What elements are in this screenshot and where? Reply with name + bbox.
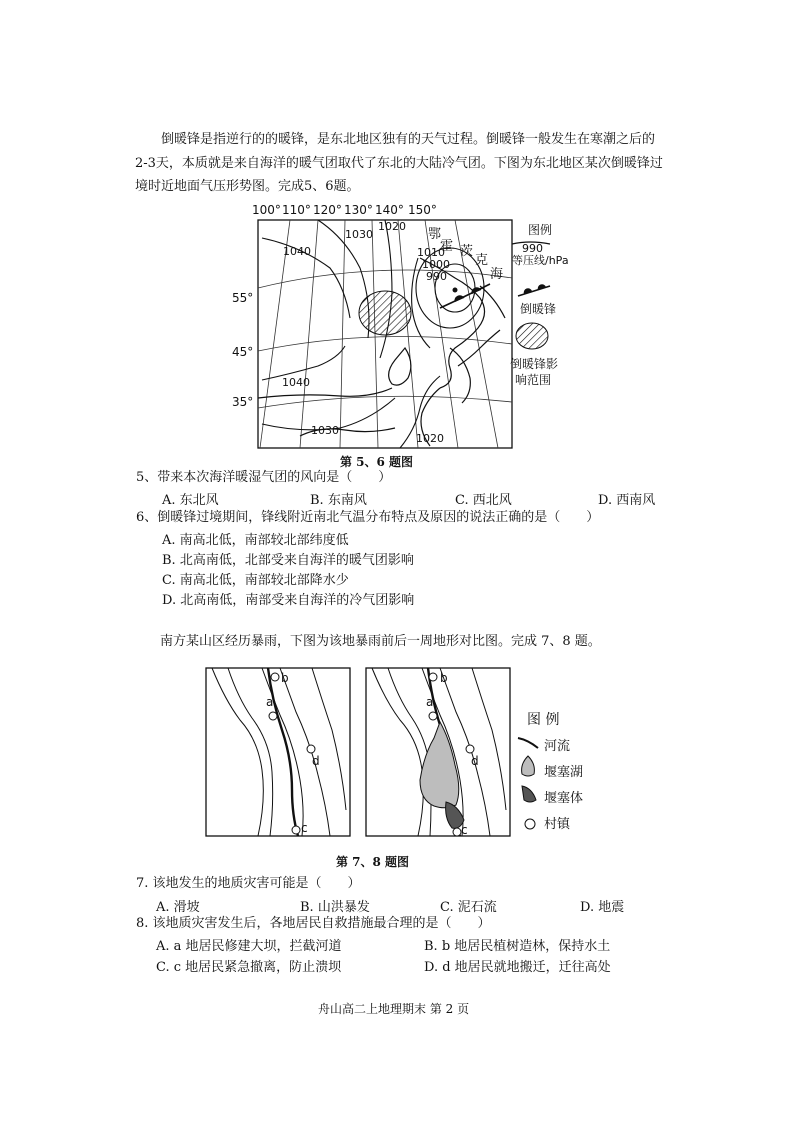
lat-label: 35° [232, 395, 254, 409]
legend-front-label: 倒暖锋 [520, 302, 557, 316]
before-panel [206, 668, 350, 836]
lon-label: 130° [344, 203, 373, 217]
legend-title: 图例 [528, 223, 553, 237]
svg-text:霍: 霍 [440, 239, 454, 254]
legend-river-label: 河流 [544, 739, 571, 754]
question-6-stem: 6、倒暖锋过境期间，锋线附近南北气温分布特点及原因的说法正确的是（ ） [136, 510, 600, 525]
legend-lake-label: 堰塞湖 [544, 765, 584, 780]
q5-option-d: D. 西南风 [598, 493, 656, 508]
q5-option-b: B. 东南风 [310, 493, 367, 508]
isobar-label: 1040 [283, 245, 311, 258]
isobar-label: 1010 [417, 246, 445, 259]
latitude-labels [232, 291, 253, 409]
svg-text:茨: 茨 [460, 244, 474, 259]
question-5-stem: 5、带来本次海洋暖湿气团的风向是（ ） [136, 470, 392, 485]
legend-dam-label: 堰塞体 [544, 791, 584, 806]
pressure-map-figure [0, 198, 793, 458]
isobar-label: 1030 [345, 228, 373, 241]
q6-option-d: D. 北高南低，南部受来自海洋的冷气团影响 [162, 593, 415, 608]
village-label-c: c [301, 821, 308, 835]
svg-text:克: 克 [475, 253, 489, 268]
question-8-stem: 8. 该地质灾害发生后，各地居民自救措施最合理的是（ ） [136, 916, 491, 931]
lat-label: 55° [232, 291, 254, 305]
lon-label: 120° [313, 203, 342, 217]
village-label-a: a [426, 695, 434, 709]
front-influence-area [359, 291, 411, 335]
village-label-a: a [266, 695, 274, 709]
warm-front-line [440, 284, 490, 308]
longitude-labels [252, 203, 437, 217]
q7-option-a: A. 滑坡 [156, 900, 200, 915]
legend-area-label: 倒暖锋影 [510, 357, 559, 371]
lat-label: 45° [232, 345, 254, 359]
isobar-labels [282, 220, 450, 445]
svg-text:海: 海 [490, 267, 504, 282]
isobar-label: 990 [426, 270, 447, 283]
isobar-label: 1000 [422, 258, 450, 271]
map1-caption: 第 5、6 题图 [340, 455, 414, 469]
q5-option-a: A. 东北风 [162, 493, 219, 508]
village-label-c: c [461, 823, 468, 837]
village-label-b: b [281, 671, 289, 685]
intro-paragraph-1: 倒暖锋是指逆行的的暖锋，是东北地区独有的天气过程。倒暖锋一般发生在寒潮之后的2-3天，本质就是来自海洋的暖气团取代了东北的大陆冷气团。下图为东北地区某次倒暖锋过境时近地面气压形势图。完成5、6题。 [135, 132, 663, 194]
q7-option-c: C. 泥石流 [440, 900, 497, 915]
intro-paragraph-2: 南方某山区经历暴雨，下图为该地暴雨前后一周地形对比图。完成 7、8 题。 [160, 634, 601, 649]
map1-legend [510, 222, 569, 387]
q5-option-c: C. 西北风 [455, 493, 512, 508]
isobar-1020-north [380, 220, 392, 358]
isobar-label: 1040 [282, 376, 310, 389]
q8-option-d: D. d 地居民就地搬迁，迁往高处 [424, 960, 611, 975]
svg-text:鄂: 鄂 [428, 227, 442, 242]
lon-label: 110° [282, 203, 311, 217]
page-footer: 舟山高二上地理期末 第 2 页 [318, 1002, 470, 1016]
q7-option-b: B. 山洪暴发 [300, 900, 370, 915]
legend-village-label: 村镇 [544, 817, 571, 832]
legend-title: 图 例 [527, 712, 560, 728]
q6-option-b: B. 北高南低，北部受来自海洋的暖气团影响 [162, 553, 414, 568]
isobar-label: 1020 [416, 432, 444, 445]
isobar-label: 1020 [378, 220, 406, 233]
q8-option-a: A. a 地居民修建大坝，拦截河道 [156, 939, 342, 954]
question-7-stem: 7. 该地发生的地质灾害可能是（ ） [136, 876, 361, 891]
isobar-1040-south [262, 346, 345, 380]
terrain-comparison-figure [0, 660, 793, 850]
q6-option-a: A. 南高北低，南部较北部纬度低 [162, 533, 349, 548]
legend-isobar-value: 990 [522, 242, 543, 255]
legend-area-label: 响范围 [515, 373, 552, 387]
q6-option-c: C. 南高北低，南部较北部降水少 [162, 573, 349, 588]
village-label-d: d [471, 754, 479, 768]
q7-option-d: D. 地震 [580, 900, 625, 915]
q8-option-b: B. b 地居民植树造林，保持水土 [424, 939, 611, 954]
lon-label: 100° [252, 203, 281, 217]
lon-label: 150° [408, 203, 437, 217]
village-label-d: d [312, 754, 320, 768]
isobar-label: 1030 [311, 424, 339, 437]
q8-option-c: C. c 地居民紧急撤离，防止溃坝 [156, 960, 342, 975]
map2-legend [518, 712, 583, 832]
village-label-b: b [440, 671, 448, 685]
legend-isobar-label: 等压线/hPa [512, 254, 569, 267]
map2-caption: 第 7、8 题图 [336, 855, 410, 869]
lon-label: 140° [375, 203, 404, 217]
